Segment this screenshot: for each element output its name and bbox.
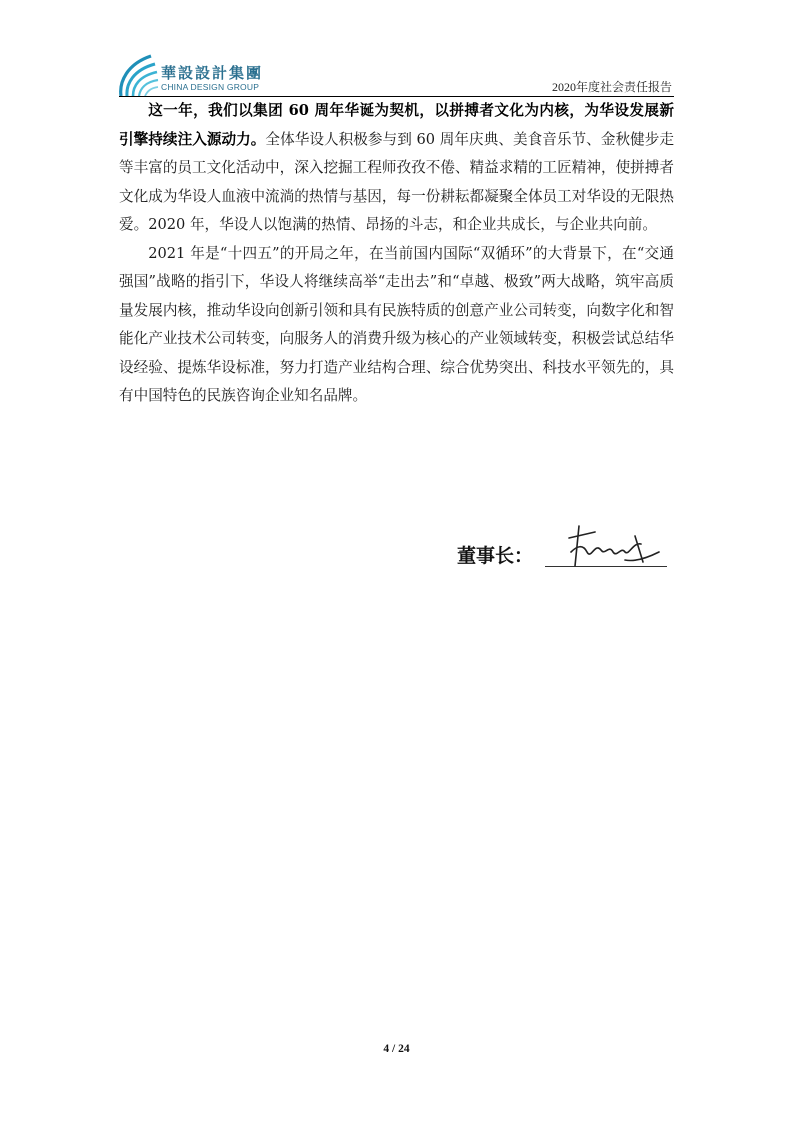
wave-logo-icon [117,52,159,98]
company-logo [117,52,277,100]
paragraph-1 [119,97,674,240]
report-title: 2020年度社会责任报告 [551,80,672,94]
paragraph-2: 2021 年是“十四五”的开局之年，在当前国内国际“双循环”的大背景下，在“交通强国”战略的指引下，华设人将继续高举“走出去”和“卓越、极致”两大战略，筑牢高质量发展内核，推动华设向创新引领和具有民族特质的创意产业公司转变，向数字化和智能化产业技术公司转变，向服务人的消费升级为核心的产业领域转变，积极尝试总结华设经验、提炼华设标准，努力打造产业结构合理、综合优势突出、科技水平领先的，具有中国特色的民族咨询企业知名品牌。 [119,244,674,404]
signature-block [455,522,675,582]
paragraph-1-text: 全体华设人积极参与到 60 周年庆典、美食音乐节、金秋健步走等丰富的员工文化活动中，深入挖掘工程师孜孜不倦、精益求精的工匠精神，使拼搏者文化成为华设人血液中流淌的热情与基因，每一份耕耘都凝聚全体员工对华设的无限热爱。2020 年，华设人以饱满的热情、昂扬的斗志，和企业共成长，与企业共向前。 [119,130,674,233]
letter-body [119,97,674,411]
logo-english-name: CHINA DESIGN GROUP [161,82,260,92]
logo-chinese-name: 華設設計集團 [161,64,264,82]
paragraph-1-bold-lead: 这一年，我们以集团 60 周年华诞为契机，以拼搏者文化为内核，为华设发展新引擎持续注入源动力。 [119,102,674,148]
handwritten-signature-icon [555,522,665,570]
page-number: 4 / 24 [383,1043,410,1055]
chairman-label: 董事长： [457,545,534,567]
page-header [0,0,793,100]
